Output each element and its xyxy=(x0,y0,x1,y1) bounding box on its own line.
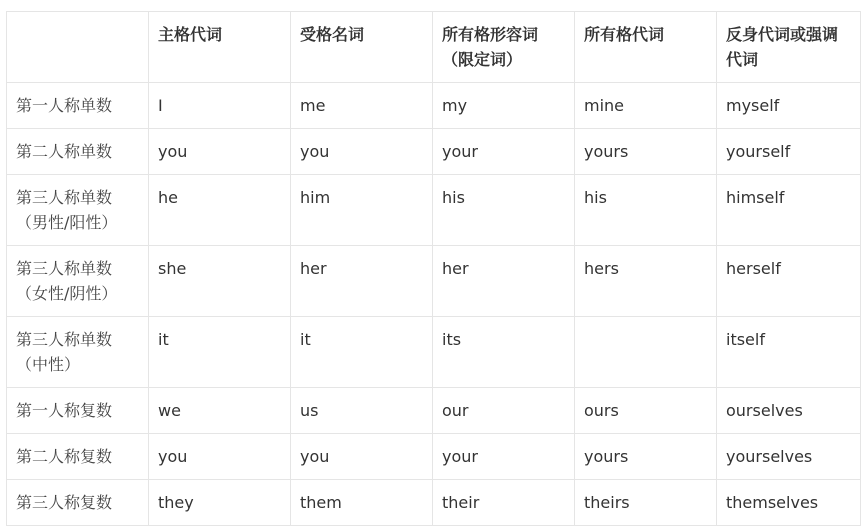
table-row xyxy=(7,434,861,480)
table-cell: they xyxy=(149,480,291,526)
table-cell: yours xyxy=(575,129,717,175)
table-row xyxy=(7,129,861,175)
table-row xyxy=(7,480,861,526)
row-label-line1: 第三人称单数 xyxy=(16,188,113,207)
table-cell: themselves xyxy=(717,480,861,526)
table-cell: himself xyxy=(717,175,861,246)
table-cell: us xyxy=(291,388,433,434)
table-cell: my xyxy=(433,83,575,129)
table-cell: their xyxy=(433,480,575,526)
table-cell: her xyxy=(433,246,575,317)
table-cell: she xyxy=(149,246,291,317)
table-cell: you xyxy=(291,129,433,175)
row-label xyxy=(7,175,149,246)
table-row xyxy=(7,83,861,129)
pronoun-table xyxy=(6,11,861,526)
table-cell: them xyxy=(291,480,433,526)
header-possessive-adjective-line1: 所有格形容词 xyxy=(442,25,539,44)
header-reflexive-pronoun xyxy=(717,12,861,83)
row-label: 第二人称复数 xyxy=(7,434,149,480)
table-cell: you xyxy=(291,434,433,480)
table-cell: yourselves xyxy=(717,434,861,480)
table-cell: ours xyxy=(575,388,717,434)
table-row xyxy=(7,175,861,246)
table-cell: it xyxy=(291,317,433,388)
table-cell: him xyxy=(291,175,433,246)
row-label: 第三人称复数 xyxy=(7,480,149,526)
table-cell: hers xyxy=(575,246,717,317)
table-cell: its xyxy=(433,317,575,388)
table-cell: itself xyxy=(717,317,861,388)
table-cell: he xyxy=(149,175,291,246)
table-cell: yours xyxy=(575,434,717,480)
table-cell: his xyxy=(433,175,575,246)
header-possessive-adjective xyxy=(433,12,575,83)
table-cell: our xyxy=(433,388,575,434)
table-cell: herself xyxy=(717,246,861,317)
table-row xyxy=(7,317,861,388)
header-reflexive-pronoun-line1: 反身代词或强调 xyxy=(726,25,839,44)
row-label-line1: 第三人称单数 xyxy=(16,330,113,349)
table-cell: you xyxy=(149,434,291,480)
row-label-line2: （中性） xyxy=(16,355,81,374)
table-cell: your xyxy=(433,434,575,480)
header-empty-cell xyxy=(7,12,149,83)
table-cell xyxy=(575,317,717,388)
header-subject-pronoun: 主格代词 xyxy=(149,12,291,83)
table-cell: mine xyxy=(575,83,717,129)
table-cell: yourself xyxy=(717,129,861,175)
table-header-row xyxy=(7,12,861,83)
table-cell: myself xyxy=(717,83,861,129)
row-label-line1: 第三人称单数 xyxy=(16,259,113,278)
table-cell: you xyxy=(149,129,291,175)
table-row xyxy=(7,388,861,434)
row-label: 第一人称单数 xyxy=(7,83,149,129)
row-label: 第二人称单数 xyxy=(7,129,149,175)
row-label xyxy=(7,246,149,317)
table-cell: theirs xyxy=(575,480,717,526)
table-cell: his xyxy=(575,175,717,246)
table-cell: I xyxy=(149,83,291,129)
table-row xyxy=(7,246,861,317)
table-cell: her xyxy=(291,246,433,317)
header-reflexive-pronoun-line2: 代词 xyxy=(726,50,759,69)
row-label: 第一人称复数 xyxy=(7,388,149,434)
header-object-pronoun: 受格名词 xyxy=(291,12,433,83)
table-cell: your xyxy=(433,129,575,175)
table-cell: we xyxy=(149,388,291,434)
pronoun-table-container xyxy=(6,11,860,526)
table-cell: it xyxy=(149,317,291,388)
row-label-line2: （男性/阳性） xyxy=(16,213,118,232)
table-cell: ourselves xyxy=(717,388,861,434)
header-possessive-pronoun: 所有格代词 xyxy=(575,12,717,83)
table-cell: me xyxy=(291,83,433,129)
row-label-line2: （女性/阴性） xyxy=(16,284,118,303)
header-possessive-adjective-line2: （限定词） xyxy=(442,50,523,69)
row-label xyxy=(7,317,149,388)
